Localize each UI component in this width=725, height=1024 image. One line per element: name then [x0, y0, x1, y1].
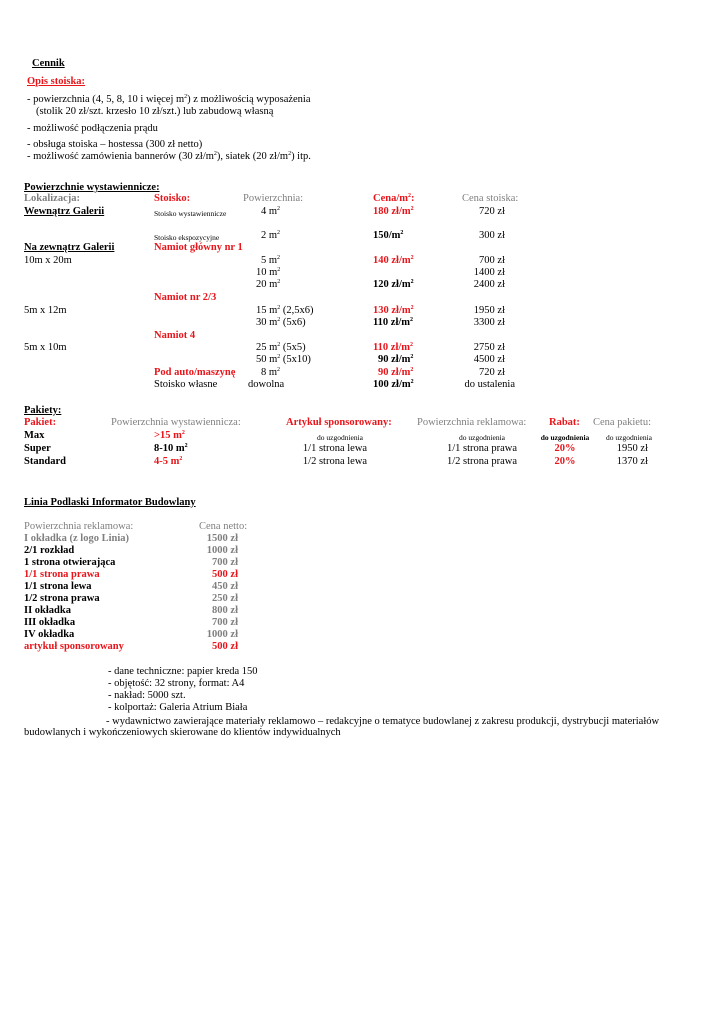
exhibit-header-total: Cena stoiska:	[462, 193, 519, 204]
stand-total: 1400 zł	[473, 267, 505, 278]
opis-title: Opis stoiska:	[27, 76, 86, 87]
stand-name: Stoisko wystawiennicze	[154, 209, 227, 218]
linia-row-price: 700 zł	[212, 557, 238, 568]
package-discount: do uzgodnienia	[540, 433, 590, 442]
stand-price-m2: 110 $zł/m^2$	[373, 342, 414, 353]
linia-row-name: artykuł sponsorowany	[24, 641, 124, 652]
package-discount: 20%	[554, 443, 576, 454]
opis-line-5: - możliwość zamówienia bannerów (30 $zł/m^2$), siatek (20 $zł/m^2$) itp.	[27, 151, 311, 162]
package-area: >15 $m^2$	[154, 430, 185, 441]
stand-name: Pod auto/maszynę	[154, 367, 236, 378]
stand-price-m2: 120 $zł/m^2$	[373, 279, 414, 290]
packages-header-article: Artykuł sponsorowany:	[286, 417, 392, 428]
linia-detail: - nakład: 5000 szt.	[108, 690, 186, 701]
stand-area: 4 $m^2$	[261, 206, 281, 217]
packages-header-name: Pakiet:	[24, 417, 57, 428]
linia-header-price: Cena netto:	[199, 521, 248, 532]
tent-size: 10m x 20m	[24, 255, 72, 266]
linia-detail: - objętość: 32 strony, format: A4	[108, 678, 245, 689]
exhibit-title: Powierzchnie wystawiennicze:	[24, 182, 160, 193]
linia-row-name: IV okładka	[24, 629, 75, 640]
linia-detail: - dane techniczne: papier kreda 150	[108, 666, 258, 677]
linia-row-price: 800 zł	[212, 605, 238, 616]
stand-total: 3300 zł	[473, 317, 505, 328]
linia-row-name: 1/1 strona lewa	[24, 581, 92, 592]
package-area: 8-10 $m^2$	[154, 443, 188, 454]
stand-area: 25 $m^2$ (5x5)	[256, 342, 306, 353]
linia-row-name: 1 strona otwierająca	[24, 557, 116, 568]
linia-row-price: 450 zł	[212, 581, 238, 592]
tent-name: Namiot 4	[154, 330, 196, 341]
package-name: Standard	[24, 456, 67, 467]
packages-header-discount: Rabat:	[549, 417, 580, 428]
package-area: 4-5 $m^2$	[154, 456, 183, 467]
stand-total: 300 zł	[479, 230, 505, 241]
stand-area: 30 $m^2$ (5x6)	[256, 317, 306, 328]
stand-price-m2: 90 $zł/m^2$	[378, 367, 414, 378]
stand-price-m2: 180 $zł/m^2$	[373, 206, 414, 217]
opis-line-2: (stolik 20 zł/szt. krzesło 10 zł/szt.) lub zabudową własną	[36, 106, 274, 117]
linia-row-price: 500 zł	[212, 641, 238, 652]
linia-row-name: 2/1 rozkład	[24, 545, 75, 556]
stand-price-m2: 140 $zł/m^2$	[373, 255, 414, 266]
exhibit-header-area: Powierzchnia:	[243, 193, 304, 204]
stand-area: 10 $m^2$	[256, 267, 281, 278]
tent-size: 5m x 10m	[24, 342, 67, 353]
package-price: do uzgodnienia	[605, 433, 653, 442]
package-ad: 1/1 strona prawa	[447, 443, 517, 454]
exhibit-header-location: Lokalizacja:	[24, 193, 80, 204]
stand-area: 50 $m^2$ (5x10)	[256, 354, 311, 365]
stand-total: 720 zł	[479, 367, 505, 378]
stand-price-m2: 110 $zł/m^2$	[373, 317, 414, 328]
inside-gallery-label: Wewnątrz Galerii	[24, 206, 105, 217]
linia-row-name: 1/1 strona prawa	[24, 569, 100, 580]
linia-row-price: 1500 zł	[206, 533, 238, 544]
exhibit-header-price-m2: Cena/$m^2$:	[373, 193, 415, 204]
package-ad: do uzgodnienia	[458, 433, 506, 442]
stand-area: dowolna	[248, 379, 285, 390]
package-article: 1/1 strona lewa	[302, 443, 368, 454]
stand-price-m2: 100 $zł/m^2$	[373, 379, 414, 390]
tent-name: Namiot główny nr 1	[154, 242, 243, 253]
stand-total: 4500 zł	[473, 354, 505, 365]
opis-line-3: - możliwość podłączenia prądu	[27, 123, 158, 134]
stand-area: 2 $m^2$	[261, 230, 281, 241]
packages-header-price: Cena pakietu:	[593, 417, 652, 428]
linia-title: Linia Podlaski Informator Budowlany	[24, 497, 196, 508]
linia-row-name: II okładka	[24, 605, 71, 616]
outside-gallery-label: Na zewnątrz Galerii	[24, 242, 115, 253]
stand-area: 15 $m^2$ (2,5x6)	[256, 305, 314, 316]
linia-detail: budowlanych i wykończeniowych skierowane do klientów indywidualnych	[24, 727, 341, 738]
stand-total: 2750 zł	[473, 342, 505, 353]
package-price: 1950 zł	[616, 443, 648, 454]
stand-name: Stoisko ekspozycyjne	[154, 233, 220, 242]
stand-total: 2400 zł	[473, 279, 505, 290]
linia-row-price: 700 zł	[212, 617, 238, 628]
linia-row-price: 250 zł	[212, 593, 238, 604]
packages-title: Pakiety:	[24, 405, 62, 416]
linia-detail: - wydawnictwo zawierające materiały reklamowo – redakcyjne o tematyce budowlanej z zakresu produkcji, dystrybucji materiałów	[106, 716, 660, 727]
stand-name: Stoisko własne	[154, 379, 218, 390]
stand-total: 1950 zł	[473, 305, 505, 316]
linia-row-name: 1/2 strona prawa	[24, 593, 100, 604]
package-article: 1/2 strona lewa	[302, 456, 368, 467]
stand-area: 20 $m^2$	[256, 279, 281, 290]
package-name: Max	[24, 430, 45, 441]
stand-area: 8 $m^2$	[261, 367, 281, 378]
linia-row-name: I okładka (z logo Linia)	[24, 533, 130, 544]
stand-total: 700 zł	[479, 255, 505, 266]
stand-price-m2: 130 $zł/m^2$	[373, 305, 414, 316]
page-title: Cennik	[32, 58, 65, 69]
tent-name: Namiot nr 2/3	[154, 292, 217, 303]
package-discount: 20%	[554, 456, 576, 467]
packages-header-area: Powierzchnia wystawiennicza:	[111, 417, 241, 428]
package-ad: 1/2 strona prawa	[447, 456, 517, 467]
linia-row-price: 1000 zł	[206, 545, 238, 556]
packages-header-ad: Powierzchnia reklamowa:	[417, 417, 527, 428]
stand-total: 720 zł	[479, 206, 505, 217]
linia-row-name: III okładka	[24, 617, 76, 628]
stand-price-m2: $150/m^2$	[373, 230, 404, 241]
package-price: 1370 zł	[616, 456, 648, 467]
package-name: Super	[24, 443, 51, 454]
linia-header-ad: Powierzchnia reklamowa:	[24, 521, 134, 532]
tent-size: 5m x 12m	[24, 305, 67, 316]
opis-line-4: - obsługa stoiska – hostessa (300 zł netto)	[27, 139, 203, 150]
exhibit-header-stand: Stoisko:	[154, 193, 191, 204]
stand-area: 5 $m^2$	[261, 255, 281, 266]
linia-row-price: 1000 zł	[206, 629, 238, 640]
stand-total: do ustalenia	[464, 379, 515, 390]
stand-price-m2: 90 $zł/m^2$	[378, 354, 414, 365]
linia-row-price: 500 zł	[212, 569, 238, 580]
linia-detail: - kolportaż: Galeria Atrium Biała	[108, 702, 248, 713]
opis-line-1: - powierzchnia (4, 5, 8, 10 i więcej $m^2$) z możliwością wyposażenia	[27, 94, 311, 105]
package-article: do uzgodnienia	[316, 433, 364, 442]
